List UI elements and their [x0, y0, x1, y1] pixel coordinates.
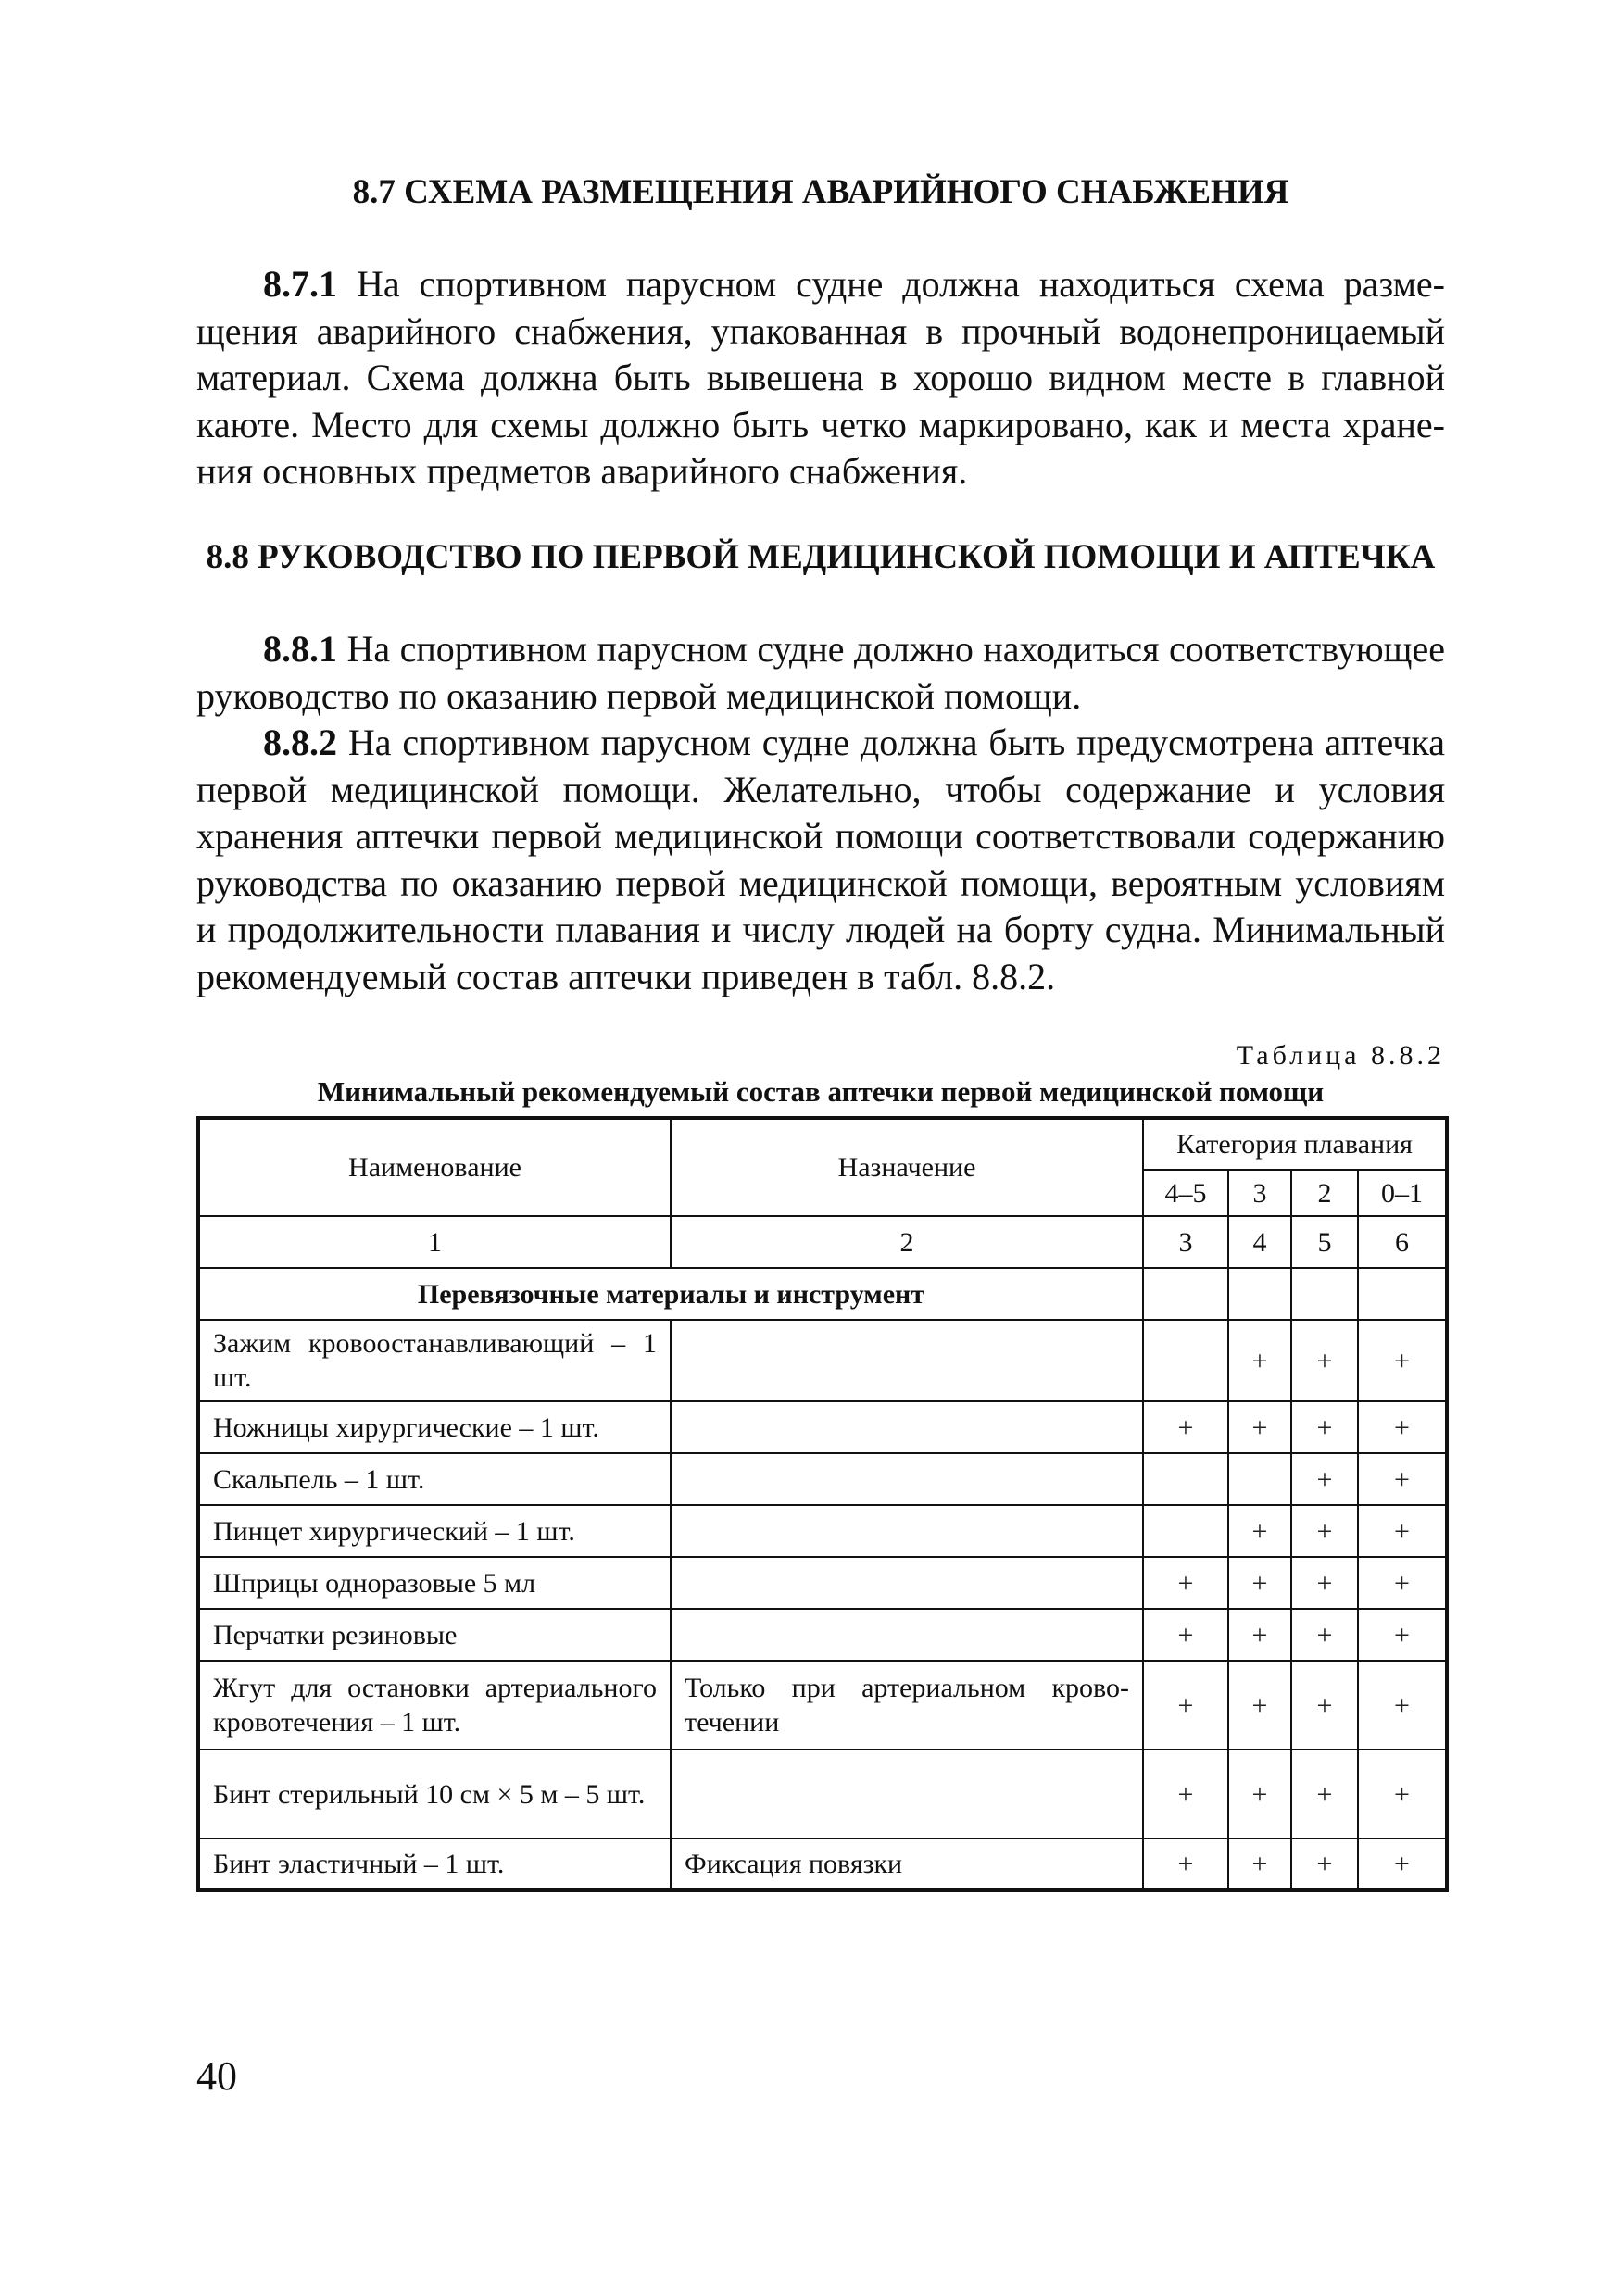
category-mark: +: [1228, 1320, 1291, 1401]
category-mark: +: [1228, 1661, 1291, 1750]
category-mark: [1143, 1453, 1228, 1505]
column-number: 4: [1228, 1216, 1291, 1268]
paragraph-8-7-1: [196, 261, 1445, 496]
table-row: [198, 1401, 1447, 1453]
header-category-col: 0–1: [1358, 1170, 1447, 1216]
category-mark: [1143, 1505, 1228, 1557]
category-mark: +: [1228, 1750, 1291, 1838]
column-number: 1: [198, 1216, 671, 1268]
item-name: Пинцет хирургический – 1 шт.: [198, 1505, 671, 1557]
category-mark: +: [1291, 1320, 1358, 1401]
item-name: Шприцы одноразовые 5 мл: [198, 1557, 671, 1609]
item-name: Скальпель – 1 шт.: [198, 1453, 671, 1505]
item-purpose: [671, 1320, 1143, 1401]
column-number: 2: [671, 1216, 1143, 1268]
item-name: Жгут для остановки артериального кровотечения – 1 шт.: [198, 1661, 671, 1750]
page-number: 40: [196, 2053, 237, 2099]
category-mark: +: [1291, 1505, 1358, 1557]
empty-cell: [1358, 1268, 1447, 1320]
category-mark: +: [1291, 1838, 1358, 1890]
empty-cell: [1291, 1268, 1358, 1320]
paragraph-8-8-1: [196, 626, 1445, 720]
paragraph-text: На спортивном парусном судне должно находиться соответствующее руководство по оказанию первой медицинской помощи.: [196, 628, 1445, 717]
header-category: Категория плавания: [1143, 1118, 1447, 1170]
category-mark: +: [1143, 1838, 1228, 1890]
category-mark: [1228, 1453, 1291, 1505]
first-aid-kit-table: [196, 1116, 1449, 1892]
item-name: Ножницы хирургические – 1 шт.: [198, 1401, 671, 1453]
category-mark: +: [1143, 1661, 1228, 1750]
table-row: [198, 1750, 1447, 1838]
item-purpose: Только при артериальном кровотечении: [671, 1661, 1143, 1750]
empty-cell: [1228, 1268, 1291, 1320]
table-label: Таблица 8.8.2: [1236, 1040, 1445, 1071]
table-row: [198, 1453, 1447, 1505]
category-mark: +: [1291, 1557, 1358, 1609]
category-mark: +: [1291, 1453, 1358, 1505]
item-name: Перчатки резиновые: [198, 1609, 671, 1661]
item-purpose: [671, 1401, 1143, 1453]
category-mark: +: [1291, 1750, 1358, 1838]
table-row: [198, 1609, 1447, 1661]
category-mark: +: [1291, 1609, 1358, 1661]
category-mark: +: [1358, 1750, 1447, 1838]
header-category-col: 3: [1228, 1170, 1291, 1216]
item-purpose: [671, 1505, 1143, 1557]
table-section-row: Перевязочные материалы и инструмент: [198, 1268, 1143, 1320]
category-mark: +: [1228, 1505, 1291, 1557]
section-heading-8-7: 8.7 СХЕМА РАЗМЕЩЕНИЯ АВАРИЙНОГО СНАБЖЕНИЯ: [352, 173, 1289, 211]
header-purpose: Назначение: [671, 1118, 1143, 1216]
section-heading-8-8: 8.8 РУКОВОДСТВО ПО ПЕРВОЙ МЕДИЦИНСКОЙ ПОМОЩИ И АПТЕЧКА: [206, 538, 1436, 576]
item-name: Зажим кровоостанавливающий – 1 шт.: [198, 1320, 671, 1401]
column-number: 5: [1291, 1216, 1358, 1268]
category-mark: +: [1143, 1401, 1228, 1453]
category-mark: +: [1358, 1401, 1447, 1453]
table-row: [198, 1838, 1447, 1890]
header-category-col: 2: [1291, 1170, 1358, 1216]
item-name: Бинт стерильный 10 см × 5 м – 5 шт.: [198, 1750, 671, 1838]
item-purpose: [671, 1609, 1143, 1661]
paragraph-8-8-2: [196, 720, 1445, 1000]
category-mark: +: [1228, 1557, 1291, 1609]
header-category-col: 4–5: [1143, 1170, 1228, 1216]
item-purpose: Фиксация повязки: [671, 1838, 1143, 1890]
header-name: Наименование: [198, 1118, 671, 1216]
category-mark: +: [1143, 1609, 1228, 1661]
category-mark: [1143, 1320, 1228, 1401]
category-mark: +: [1228, 1401, 1291, 1453]
category-mark: +: [1228, 1609, 1291, 1661]
table-row: [198, 1320, 1447, 1401]
paragraph-number: 8.7.1: [263, 263, 337, 305]
item-purpose: [671, 1557, 1143, 1609]
item-purpose: [671, 1453, 1143, 1505]
category-mark: +: [1358, 1661, 1447, 1750]
paragraph-number: 8.8.2: [263, 721, 337, 763]
column-number: 3: [1143, 1216, 1228, 1268]
category-mark: +: [1143, 1557, 1228, 1609]
category-mark: +: [1358, 1838, 1447, 1890]
empty-cell: [1143, 1268, 1228, 1320]
item-name: Бинт эластичный – 1 шт.: [198, 1838, 671, 1890]
paragraph-text: На спортивном парусном судне должна быть предусмотрена аптечка первой медицинской помощи. Желательно, чтобы содержание и условия хранения аптечки первой медицинской помощи соответствовали содержанию руководства по оказанию первой медицинской помощи, вероятным условиям и продолжительности плавания и числу людей на борту судна. Минимальный рекомендуемый состав аптечки приведен в табл. 8.8.2.: [196, 721, 1445, 997]
column-number: 6: [1358, 1216, 1447, 1268]
paragraph-number: 8.8.1: [263, 628, 337, 670]
table-row: [198, 1557, 1447, 1609]
table-row: [198, 1505, 1447, 1557]
table-title: Минимальный рекомендуемый состав аптечки первой медицинской помощи: [317, 1075, 1325, 1108]
category-mark: +: [1291, 1401, 1358, 1453]
category-mark: +: [1228, 1838, 1291, 1890]
category-mark: +: [1143, 1750, 1228, 1838]
category-mark: +: [1358, 1557, 1447, 1609]
table-row: [198, 1661, 1447, 1750]
category-mark: +: [1358, 1609, 1447, 1661]
paragraph-text: На спортивном парусном судне должна находиться схема размещения аварийного снабжения, упакованная в прочный водонепроницаемый материал. Схема должна быть вывешена в хорошо видном месте в главной каюте. Место для схемы должно быть четко маркировано, как и места хранения основных предметов аварийного снабжения.: [196, 263, 1445, 492]
item-purpose: [671, 1750, 1143, 1838]
category-mark: +: [1358, 1505, 1447, 1557]
category-mark: +: [1358, 1453, 1447, 1505]
category-mark: +: [1358, 1320, 1447, 1401]
category-mark: +: [1291, 1661, 1358, 1750]
